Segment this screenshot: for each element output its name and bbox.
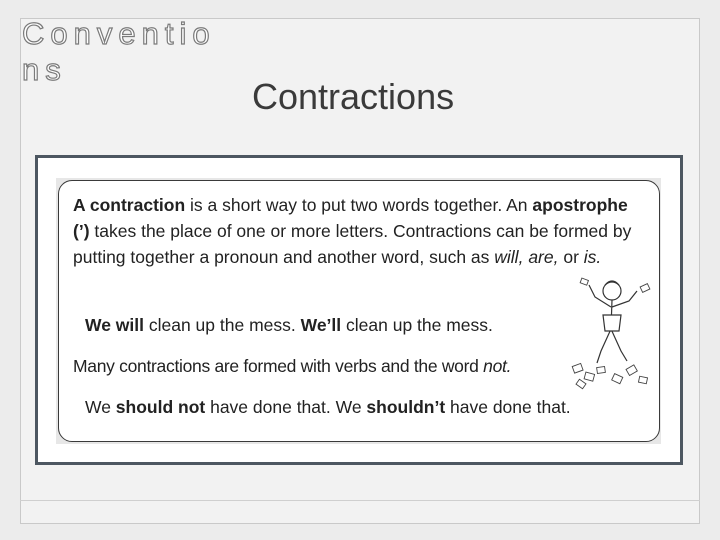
sentence-text: have done that. We bbox=[205, 397, 367, 417]
sentence-text: clean up the mess. bbox=[144, 315, 301, 335]
bold-phrase: We will bbox=[85, 315, 144, 335]
note-text: Many contractions are formed with verbs and the word bbox=[73, 356, 484, 376]
example-word-is: is. bbox=[583, 247, 602, 267]
example-sentence-2 bbox=[85, 395, 571, 419]
term-apostrophe: apostrophe bbox=[532, 195, 628, 215]
note-italic-word: not. bbox=[483, 356, 512, 376]
contraction-rule-card bbox=[58, 180, 660, 442]
slide-title: Contractions bbox=[252, 76, 455, 117]
apostrophe-mark: (’) bbox=[73, 221, 90, 241]
term-contraction: A contraction bbox=[73, 195, 186, 215]
bold-phrase: should not bbox=[115, 397, 206, 417]
definition-paragraph bbox=[73, 192, 648, 270]
bold-contraction: We’ll bbox=[300, 315, 342, 335]
worksheet-image-frame bbox=[35, 155, 683, 465]
example-word-are: are, bbox=[528, 247, 559, 267]
boy-tossing-papers-illustration bbox=[567, 271, 657, 391]
sentence-text: We bbox=[85, 397, 116, 417]
example-word-will: will, bbox=[494, 247, 524, 267]
separator: or bbox=[558, 247, 584, 267]
verb-not-note bbox=[73, 354, 511, 378]
definition-text: is a short way to put two words together. An bbox=[185, 195, 533, 215]
sentence-text: have done that. bbox=[445, 397, 571, 417]
example-sentence-1 bbox=[85, 313, 493, 337]
definition-text-2: takes the place of one or more letters. Contractions can be formed by putting together a pronoun and another word, such as bbox=[73, 221, 632, 267]
bold-contraction: shouldn’t bbox=[366, 397, 446, 417]
sentence-text: clean up the mess. bbox=[341, 315, 493, 335]
footer-divider bbox=[20, 500, 700, 501]
section-label: Conventions bbox=[22, 16, 216, 87]
